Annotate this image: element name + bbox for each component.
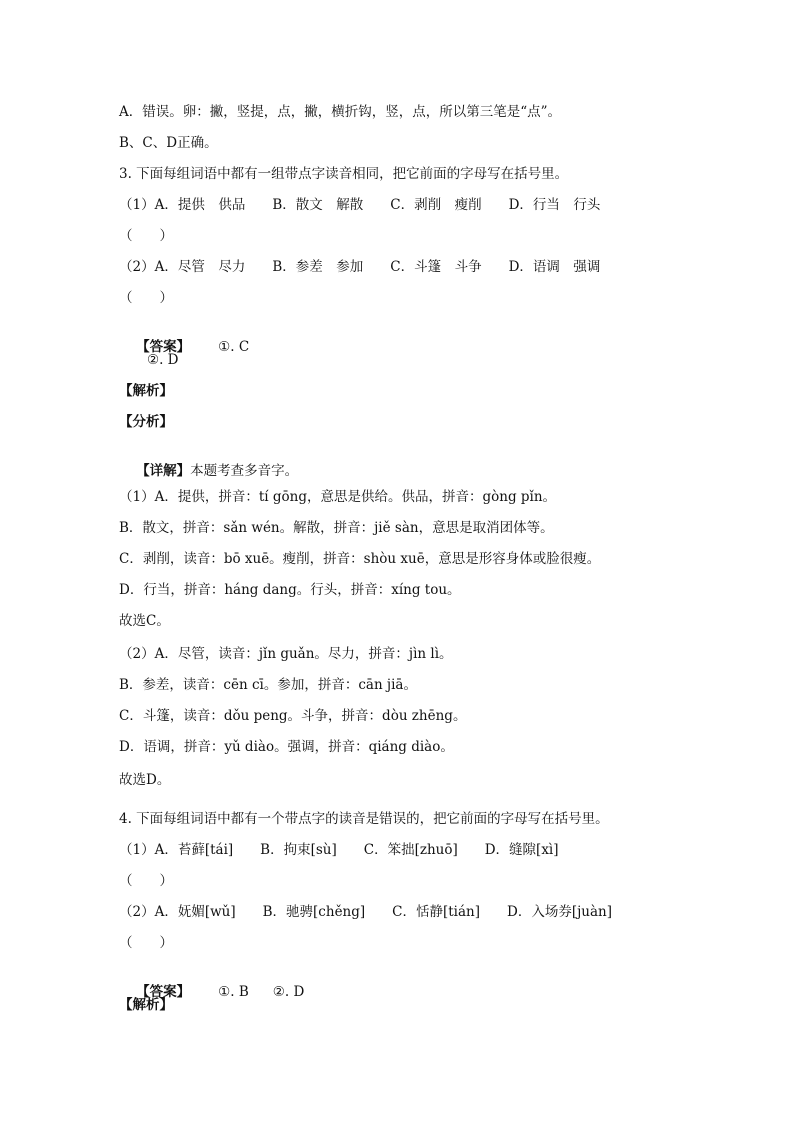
text-line: B、C、D正确。 — [119, 135, 218, 151]
text-line: 故选C。 — [119, 613, 170, 629]
text-line: D．语调，拼音：yǔ diào。强调，拼音：qiáng diào。 — [119, 739, 454, 755]
text-line: A．错误。卵：撇，竖提，点，撇，横折钩，竖，点，所以第三笔是“点”。 — [119, 104, 562, 120]
text-line: 故选D。 — [119, 772, 171, 788]
question-3-stem: 3. 下面每组词语中都有一组带点字读音相同，把它前面的字母写在括号里。 — [119, 166, 569, 182]
question-3-part-1: （1）A．提供 供品 B．散文 解散 C．剥削 瘦削 D．行当 行头 — [119, 197, 601, 213]
text-line: C．斗篷，读音：dǒu peng。斗争，拼音：dòu zhēng。 — [119, 708, 467, 724]
detail-text: 本题考查多音字。 — [190, 463, 299, 479]
question-4-part-1: （1）A．苔藓[tái] B．拘束[sù] C．笨拙[zhuō] D．缝隙[xì] — [119, 842, 559, 858]
question-4-stem: 4. 下面每组词语中都有一个带点字的读音是错误的，把它前面的字母写在括号里。 — [119, 811, 609, 827]
question-4-part-2: （2）A．妩媚[wǔ] B．驰骋[chěng] C．恬静[tián] D．入场券[juàn] — [119, 904, 612, 920]
answer-blank: （ ） — [119, 228, 173, 244]
answer-blank: （ ） — [119, 873, 173, 889]
text-line: B．散文，拼音：sǎn wén。解散，拼音：jiě sàn，意思是取消团体等。 — [119, 520, 554, 536]
text-line: B．参差，读音：cēn cī。参加，拼音：cān jiā。 — [119, 677, 417, 693]
analysis-label: 【解析】 — [119, 383, 173, 399]
answer-item: ②. D — [272, 984, 305, 1000]
answer-item: ①. C — [218, 339, 250, 355]
text-line: C．剥削，读音：bō xuē。瘦削，拼音：shòu xuē，意思是形容身体或脸很瘦。 — [119, 551, 601, 567]
answer-label: 【答案】 — [136, 339, 191, 355]
answer-item: ①. B — [218, 984, 249, 1000]
analysis-label: 【解析】 — [119, 997, 173, 1013]
fenxi-label: 【分析】 — [119, 414, 173, 430]
detail-label: 【详解】 — [136, 463, 191, 479]
answer-blank: （ ） — [119, 290, 173, 306]
answer-row — [119, 320, 249, 374]
text-line: （1）A．提供，拼音：tí gōng，意思是供给。供品，拼音：gòng pǐn。 — [119, 489, 557, 505]
answer-blank: （ ） — [119, 935, 173, 951]
answer-label: 【答案】 — [136, 984, 191, 1000]
text-line: （2）A．尽管，读音：jǐn guǎn。尽力，拼音：jìn lì。 — [119, 646, 453, 662]
question-3-part-2: （2）A．尽管 尽力 B．参差 参加 C．斗篷 斗争 D．语调 强调 — [119, 259, 601, 275]
answer-item: ②. D — [147, 352, 179, 368]
text-line: D．行当，拼音：háng dang。行头，拼音：xíng tou。 — [119, 582, 461, 598]
